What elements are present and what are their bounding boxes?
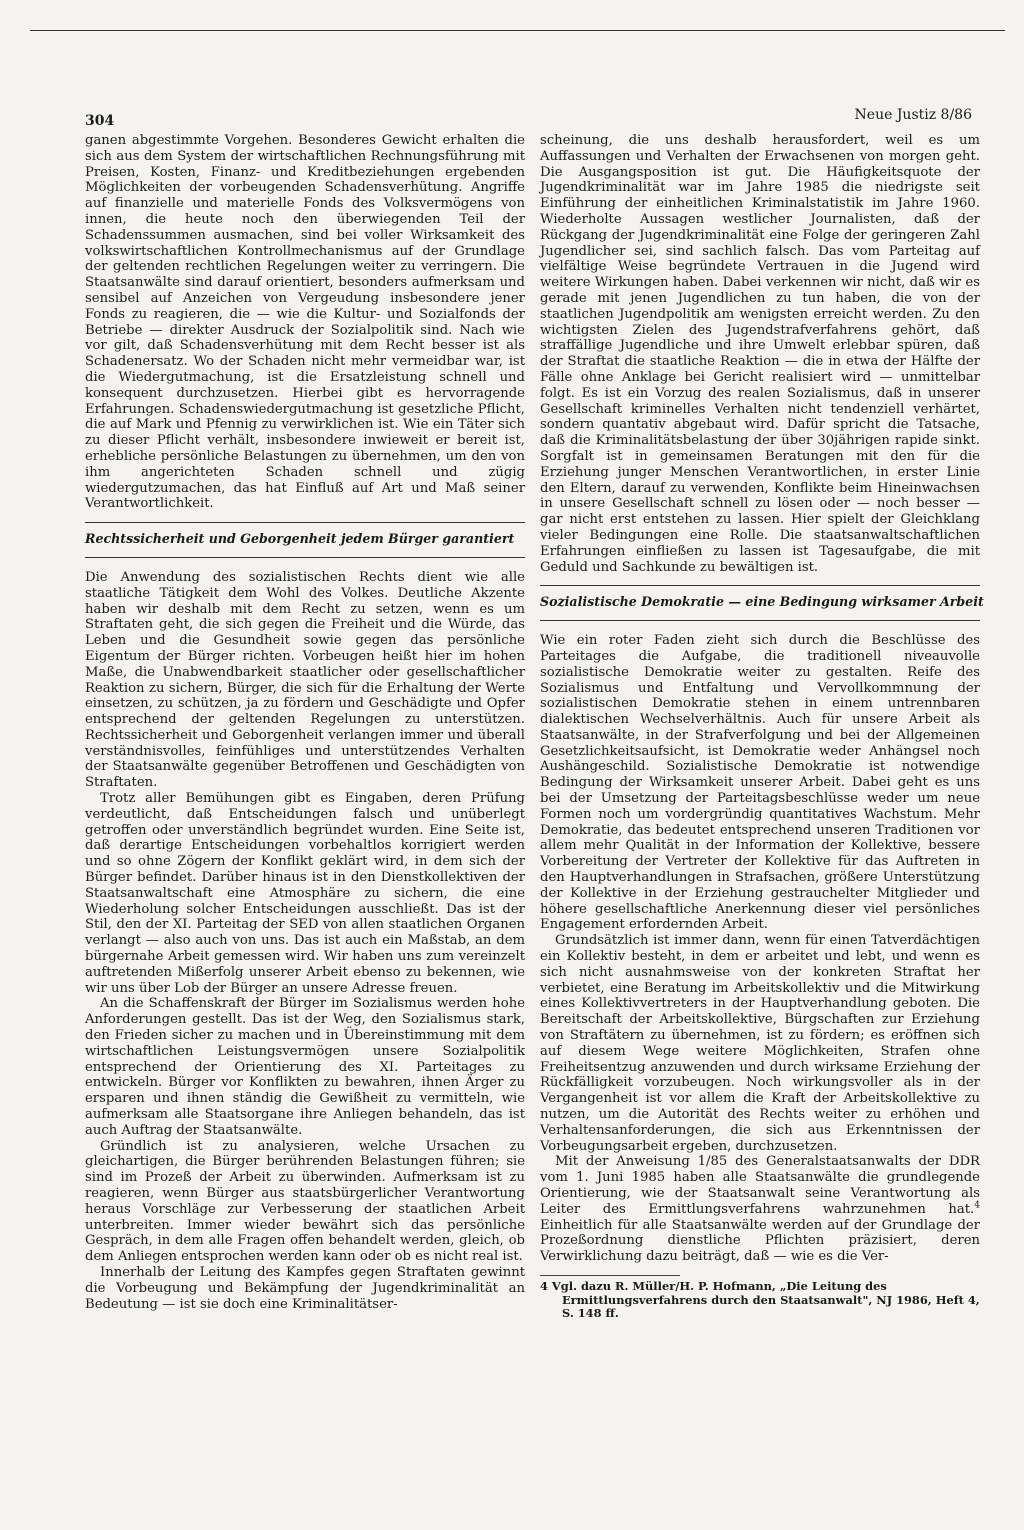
footnote-divider: [540, 1275, 680, 1276]
top-rule: [30, 30, 1005, 31]
paragraph: [540, 1154, 980, 1265]
paragraph: Innerhalb der Leitung des Kampfes gegen Straftaten gewinnt die Vorbeugung und Bekämpfung der Jugendkriminalität an Bedeutung — ist sie doch eine Kriminalitätser-: [85, 1264, 525, 1312]
section-heading: Sozialistische Demokratie — eine Bedingung wirksamer Arbeit: [540, 585, 980, 621]
paragraph: ganen abgestimmte Vorgehen. Besonderes Gewicht erhalten die sich aus dem System der wirtschaftlichen Rechnungsführung mit Preisen, Kosten, Finanz- und Kreditbeziehungen ergebenden Möglichkeiten der vorbeugenden Schadensverhütung. Angriffe auf finanzielle und materielle Fonds des Volksvermögens von innen, die heute noch den überwiegenden Teil der Schadenssummen ausmachen, sind bei voller Wirksamkeit des volkswirtschaftlichen Kontrollmechanismus auf der Grundlage der geltenden rechtlichen Regelungen weiter zu verringern. Die Staatsanwälte sind darauf orientiert, besonders aufmerksam und sensibel auf Anzeichen von Vergeudung insbesondere jener Fonds zu reagieren, die — wie die Kultur- und Sozialfonds der Betriebe — direkter Ausdruck der Sozialpolitik sind. Nach wie vor gilt, daß Schadensverhütung mit dem Recht besser ist als Schadenersatz. Wo der Schaden nicht mehr vermeidbar war, ist die Wiedergutmachung, ist die Ersatzleistung schnell und konsequent durchzusetzen. Hierbei gibt es hervorragende Erfahrungen. Schadenswiedergutmachung ist gesetzliche Pflicht, die auf Mark und Pfennig zu verwirklichen ist. Wie ein Täter sich zu dieser Pflicht verhält, insbesondere inwieweit er bereit ist, erhebliche persönliche Belastungen zu übernehmen, um den von ihm angerichteten Schaden schnell und zügig wiedergutzumachen, das hat Einfluß auf Art und Maß seiner Verantwortlichkeit.: [85, 133, 525, 512]
paragraph: Trotz aller Bemühungen gibt es Eingaben, deren Prüfung verdeutlicht, daß Entscheidungen falsch und unüberlegt getroffen oder unverständlich begründet wurden. Eine Seite ist, daß derartige Entscheidungen vorbehaltlos korrigiert werden und so ohne Zögern der Konflikt geklärt wird, in dem sich der Bürger befindet. Darüber hinaus ist in den Dienstkollektiven der Staatsanwaltschaft eine Atmosphäre zu sichern, die eine Wiederholung solcher Entscheidungen ausschließt. Das ist der Stil, den der XI. Parteitag der SED von allen staatlichen Organen verlangt — also auch von uns. Das ist auch ein Maßstab, an dem bürgernahe Arbeit gemessen wird. Wir haben uns zum vereinzelt auftretenden Mißerfolg unserer Arbeit ebenso zu bekennen, wie wir uns über Lob der Bürger an unsere Adresse freuen.: [85, 791, 525, 996]
paragraph: scheinung, die uns deshalb herausfordert, weil es um Auffassungen und Verhalten der Erwachsenen von morgen geht. Die Ausgangsposition ist gut. Die Häufigkeitsquote der Jugendkriminalität war im Jahre 1985 die niedrigste seit Einführung der einheitlichen Kriminalstatistik im Jahre 1960. Wiederholte Aussagen westlicher Journalisten, daß der Rückgang der Jugendkriminalität eine Folge der geringeren Zahl Jugendlicher sei, sind sachlich falsch. Das vom Parteitag auf vielfältige Weise begründete Vertrauen in die Jugend wird weitere Wirkungen haben. Dabei verkennen wir nicht, daß wir es gerade mit jenen Jugendlichen zu tun haben, die von der staatlichen Jugendpolitik am wenigsten erreicht werden. Zu den wichtigsten Zielen des Jugendstrafverfahrens gehört, daß straffällige Jugendliche und ihre Umwelt erlebbar spüren, daß der Straftat die staatliche Reaktion — die in etwa der Hälfte der Fälle ohne Anklage bei Gericht realisiert wird — unmittelbar folgt. Es ist ein Vorzug des realen Sozialismus, daß in unserer Gesellschaft kriminelles Verhalten nicht tendenziell verhärtet, sondern quantativ abgebaut wird. Dafür spricht die Tatsache, daß die Kriminalitätsbelastung der über 30jährigen rapide sinkt. Sorgfalt ist in gemeinsamen Beratungen mit den für die Erziehung junger Menschen Verantwortlichen, in erster Linie den Eltern, darauf zu verwenden, Konflikte beim Hineinwachsen in unsere Gesellschaft schnell zu lösen oder — noch besser — gar nicht erst entstehen zu lassen. Hier spielt der Gleichklang vieler Bedingungen eine Rolle. Die staatsanwaltschaftlichen Erfahrungen einfließen zu lassen ist Tagesaufgabe, die mit Geduld und Sachkunde zu bewältigen ist.: [540, 133, 980, 575]
footnote: 4 Vgl. dazu R. Müller/H. P. Hofmann, „Die Leitung des Ermittlungsverfahrens durch den Staatsanwalt", NJ 1986, Heft 4, S. 148 ff.: [540, 1278, 980, 1321]
paragraph: An die Schaffenskraft der Bürger im Sozialismus werden hohe Anforderungen gestellt. Das ist der Weg, den Sozialismus stark, den Frieden sicher zu machen und in Übereinstimmung mit dem wirtschaftlichen Leistungsvermögen unsere Sozialpolitik entsprechend der Orientierung des XI. Parteitages zu entwickeln. Bürger vor Konflikten zu bewahren, ihnen Ärger zu ersparen und ihnen ständig die Gewißheit zu vermitteln, wie aufmerksam alle Staatsorgane ihre Anliegen behandeln, das ist auch Auftrag der Staatsanwälte.: [85, 996, 525, 1138]
paragraph-text: Mit der Anweisung 1/85 des Generalstaatsanwalts der DDR vom 1. Juni 1985 haben alle Staatsanwälte die grundlegende Orientierung, wie der Staatsanwalt seine Verantwortung als Leiter des Ermittlungsverfahrens wahrzunehmen hat.: [540, 1154, 980, 1217]
page-number: 304: [85, 113, 115, 129]
paragraph-text: Einheitlich für alle Staatsanwälte werden auf der Grundlage der Prozeßordnung dienstliche Pflichten präzisiert, deren Verwirklichung dazu beiträgt, daß — wie es die Ver-: [540, 1217, 980, 1265]
journal-issue: Neue Justiz 8/86: [854, 107, 972, 123]
paragraph: Gründlich ist zu analysieren, welche Ursachen zu gleichartigen, die Bürger berührenden Belastungen führen; sie sind im Prozeß der Arbeit zu überwinden. Aufmerksam ist zu reagieren, wenn Bürger aus staatsbürgerlicher Verantwortung heraus Vorschläge zur Verbesserung der staatlichen Arbeit unterbreiten. Immer wieder bewährt sich das persönliche Gespräch, in dem alle Fragen offen behandelt werden, gleich, ob dem Anliegen entsprochen werden kann oder ob es nicht real ist.: [85, 1138, 525, 1265]
paragraph: Die Anwendung des sozialistischen Rechts dient wie alle staatliche Tätigkeit dem Wohl des Volkes. Deutliche Akzente haben wir deshalb mit dem Recht zu setzen, wenn es um Straftaten geht, die sich gegen die Freiheit und die Würde, das Leben und die Gesundheit sowie gegen das persönliche Eigentum der Bürger richten. Vorbeugen heißt hier im hohen Maße, die Unabwendbarkeit staatlicher oder gesellschaftlicher Reaktion zu sichern, Bürger, die sich für die Erhaltung der Werte einsetzen, zu schützen, ja zu fördern und Geschädigte und Opfer entsprechend der geltenden Regelungen zu unterstützen. Rechtssicherheit und Geborgenheit verlangen immer und überall verständnisvolles, feinfühliges und unterstützendes Verhalten der Staatsanwälte gegenüber Betroffenen und Geschädigten von Straftaten.: [85, 569, 525, 791]
paragraph: Grundsätzlich ist immer dann, wenn für einen Tatverdächtigen ein Kollektiv besteht, in dem er arbeitet und lebt, und wenn es sich nicht ausnahmsweise von der konkreten Straftat her verbietet, eine Beratung im Arbeitskollektiv und die Mitwirkung eines Kollektivvertreters in der Hauptverhandlung geboten. Die Bereitschaft der Arbeitskollektive, Bürgschaften zur Erziehung von Straftätern zu übernehmen, ist zu fördern; es eröffnen sich auf diesem Wege weitere Möglichkeiten, Strafen ohne Freiheitsentzug anzuwenden und durch wirksame Erziehung der Rückfälligkeit vorzubeugen. Noch wirkungsvoller als in der Vergangenheit ist vor allem die Kraft der Arbeitskollektive zu nutzen, um die Autorität des Rechts weiter zu erhöhen und Verhaltensanforderungen, die sich aus Erkenntnissen der Vorbeugungsarbeit ergeben, durchzusetzen.: [540, 933, 980, 1154]
footnote-reference: 4: [974, 1200, 980, 1211]
section-heading: Rechtssicherheit und Geborgenheit jedem Bürger garantiert: [85, 522, 525, 558]
paragraph: Wie ein roter Faden zieht sich durch die Beschlüsse des Parteitages die Aufgabe, die traditionell niveauvolle sozialistische Demokratie weiter zu gestalten. Reife des Sozialismus und Entfaltung und Vervollkommnung der sozialistischen Demokratie stehen in einem untrennbaren dialektischen Wechselverhältnis. Auch für unsere Arbeit als Staatsanwälte, in der Strafverfolgung und bei der Allgemeinen Gesetzlichkeitsaufsicht, ist Demokratie weder Anhängsel noch Aushängeschild. Sozialistische Demokratie ist notwendige Bedingung der Wirksamkeit unserer Arbeit. Dabei geht es uns bei der Umsetzung der Parteitagsbeschlüsse weder um neue Formen noch um vordergründig quantitatives Wachstum. Mehr Demokratie, das bedeutet entsprechend unseren Traditionen vor allem mehr Qualität in der Information der Kollektive, bessere Vorbereitung der Vertreter der Kollektive für das Auftreten in den Hauptverhandlungen in Strafsachen, größere Unterstützung der Kollektive in der Erziehung gestrauchelter Mitglieder und höhere gesellschaftliche Anerkennung dieser viel persönliches Engagement erfordernden Arbeit.: [540, 633, 980, 933]
left-column: [85, 133, 525, 1312]
right-column: [540, 133, 984, 1321]
